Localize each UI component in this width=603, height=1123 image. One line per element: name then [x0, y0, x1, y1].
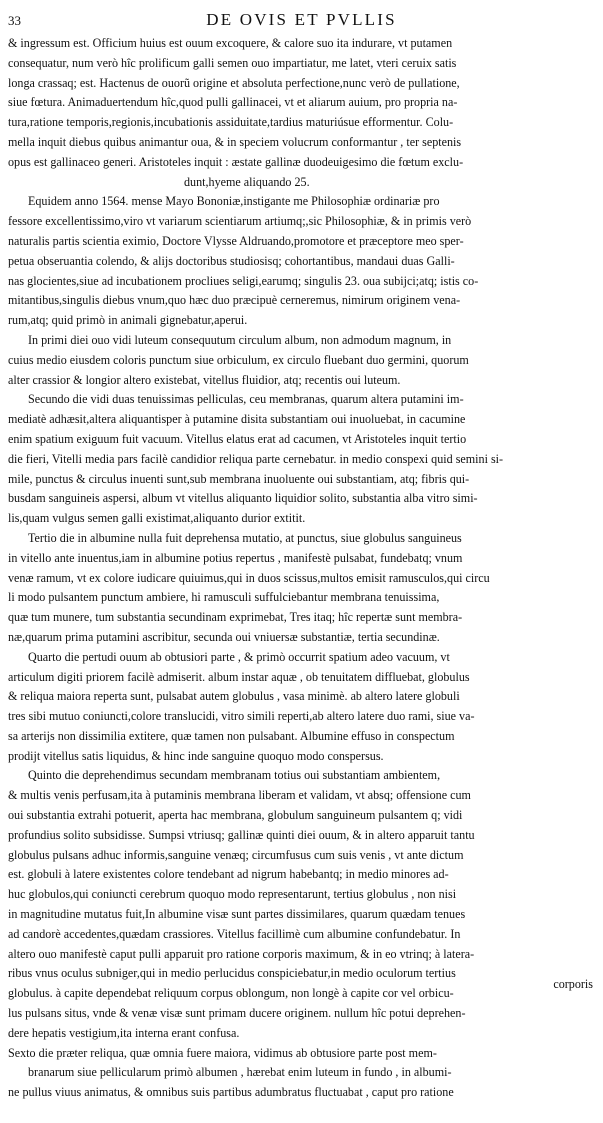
catchword: corporis	[553, 977, 593, 991]
paragraph-first-line: In primi diei ouo vidi luteum consequutum circulum album, non admodum magnum, in	[28, 332, 452, 347]
text-line: ribus vnus oculus subniger,qui in medio perlucidus conspiciebatur,in medio oculorum tertius	[8, 966, 456, 981]
text-line: quæ tum munere, tum substantia secundinam exprimebat, Tres itaq; hîc repertæ sunt membra-	[8, 610, 463, 625]
text-line: sa arterijs non dissimilia extitere, quæ tamen non pulsabant. Albumine effuso in conspectum	[8, 728, 455, 743]
text-line: tres sibi mutuo coniuncti,colore translucidi, vitro simili reperti,ab altero latere duo rami, siue va-	[8, 709, 475, 724]
text-line: & multis venis perfusam,ita à putaminis membrana liberam et validam, vt absq; offensione cum	[8, 788, 471, 803]
text-line: siue fœtura. Animaduertendum hîc,quod pulli gallinacei, vt et aliarum auium, pro propria na-	[8, 95, 458, 110]
text-line: profundius solito subsidisse. Sumpsi vtriusq; gallinæ quinti diei ouum, & in altero apparuit tantu	[8, 827, 475, 842]
text-line: næ,quarum prima putamini ascribitur, secunda oui vniuersæ substantiæ, tertia secundinæ.	[8, 629, 440, 644]
text-line: longa crassaq; est. Hactenus de ouorũ origine et absoluta perfectione,nunc verò de pullatione,	[8, 75, 460, 90]
text-line: opus est gallinaceo generi. Aristoteles inquit : æstate gallinæ duodeuigesimo die fœtum exclu-	[8, 154, 464, 169]
text-line: nas glocientes,siue ad incubationem procliues seligi,earumq; singulis 23. oua subijci;atq; istis co-	[8, 273, 479, 288]
paragraph-first-line: Secundo die vidi duas tenuissimas pelliculas, ceu membranas, quarum altera putamini im-	[28, 392, 464, 407]
text-line: dere hepatis vestigium,ita interna erant confusa.	[8, 1025, 240, 1040]
text-line: est. globuli à latere existentes colore tendebant ad nigrum habebantq; in medio minores ad-	[8, 867, 449, 882]
text-line: articulum digiti priorem facilè admiserit. album instar aquæ , ob tenuitatem diffluebat, globulus	[8, 669, 470, 684]
text-line: li modo pulsantem punctum ambiere, hi ramusculi suffulciebantur membrana tenuissima,	[8, 590, 440, 605]
paragraph-first-line: Tertio die in albumine nulla fuit deprehensa mutatio, at punctus, siue globulus sanguineus	[28, 530, 462, 545]
paragraph-first-line: Equidem anno 1564. mense Mayo Bononiæ,instigante me Philosophiæ ordinariæ pro	[28, 194, 440, 209]
text-line: oui substantia extrahi potuerit, aperta hac membrana, globulum sanguineum pulsantem q; vidi	[8, 808, 463, 823]
text-line: Sexto die præter reliqua, quæ omnia fuere maiora, vidimus ab obtusiore parte post mem-	[8, 1045, 437, 1060]
text-line: alter crassior & longior altero existebat, vitellus fluidior, atq; recentis oui luteum.	[8, 372, 401, 387]
text-line: busdam sanguineis aspersi, album vt vitellus aliquanto liquidior solito, substantia alba vitro simi-	[8, 491, 478, 506]
text-line: altero ouo manifestè caput pulli apparuit pro ratione corporis maximum, & in eo vtrinq; à latera-	[8, 946, 475, 961]
paragraph-first-line: branarum siue pellicularum primò albumen , hærebat enim luteum in fundo , in albumi-	[28, 1065, 452, 1080]
text-line: in vitello ante inuentus,iam in albumine potius repertus , manifestè pulsabat, fundebatq; vnum	[8, 550, 463, 565]
text-line: globulus. à capite dependebat reliquum corpus oblongum, non longè à capite cor vel orbicu-	[8, 986, 454, 1001]
text-line: prodijt vitellus satis liquidus, & hinc inde sanguine quoquo modo conspersus.	[8, 748, 384, 763]
text-line: in magnitudine mutatus fuit,In albumine visæ sunt partes dissimilares, quarum quædam tenues	[8, 907, 466, 922]
text-body	[8, 34, 596, 1123]
text-line: globulus pulsans adhuc informis,sanguine venæq; circumfusus cum suis venis , vt ante dictum	[8, 847, 464, 862]
page-number: 33	[8, 13, 21, 28]
text-line: huc globulos,qui coniuncti cerebrum quoquo modo representarunt, tertius globulus , non nisi	[8, 887, 457, 902]
text-line: naturalis partis scientia eximio, Doctore Vlysse Aldruando,promotore et præceptore meo sper-	[8, 233, 464, 248]
text-line: mediatè adhæsit,altera aliquantisper à putamine disita substantiam oui inuoluebat, in cacumine	[8, 412, 466, 427]
text-line: mitantibus,singulis diebus vnum,quo hæc duo præcipuè cerneremus, nimirum originem vena-	[8, 293, 461, 308]
text-line: tura,ratione temporis,regionis,incubationis assiduitate,tardius maturiúsue efformentur. Colu-	[8, 115, 454, 130]
running-head: DE OVIS ET PVLLIS	[206, 10, 397, 29]
text-line: mile, punctus & circulus inuenti sunt,sub membrana inuoluente oui substantiam, atq; fibris qui-	[8, 471, 470, 486]
text-line: & reliqua maiora reperta sunt, pulsabat autem globulus , vasa minimè. ab altero latere globuli	[8, 689, 460, 704]
text-line: lus pulsans situs, vnde & venæ visæ sunt primam ducere originem. nullum hîc potui deprehen-	[8, 1006, 466, 1021]
text-line: petua obseruantia colendo, & alijs doctoribus studiosisq; cohortantibus, mandaui duas Galli-	[8, 253, 455, 268]
text-line: die fieri, Vitelli media pars facilè candidior reliqua parte cernebatur. in medio conspexi quid semini si-	[8, 451, 504, 466]
text-line: consequatur, num verò hîc prolificum galli semen ouo impartiatur, me latet, vteri ceruix satis	[8, 55, 457, 70]
text-line: cuius medio eiusdem coloris punctum siue orbiculum, ex circulo fluebant duo germini, quorum	[8, 352, 469, 367]
text-line: ad candorè accedentes,quædam crassiores. Vitellus facillimè cum albumine confundebatur. In	[8, 926, 461, 941]
text-line: rum,atq; quid primò in animali gignebatur,aperui.	[8, 313, 248, 328]
text-line: venæ ramum, vt ex colore iudicare quiuimus,qui in duos scissus,multos emisit ramusculos,qui circu	[8, 570, 490, 585]
text-line: & ingressum est. Officium huius est ouum excoquere, & calore suo ita indurare, vt putamen	[8, 36, 453, 50]
text-line: fessore excellentissimo,viro vt variarum scientiarum artiumq;,sic Philosophiæ, & in primis verò	[8, 214, 472, 229]
text-line: mella inquit diebus quibus animantur oua, & in speciem volucrum conformantur , ter septenis	[8, 134, 462, 149]
text-line	[8, 1103, 596, 1123]
text-line: ne pullus viuus animatus, & omnibus suis partibus adumbratus fluctuabat , caput pro ratione	[8, 1085, 454, 1100]
text-line: lis,quam vulgus semen galli existimat,aliquanto durior extitit.	[8, 511, 306, 526]
paragraph-first-line: Quarto die pertudi ouum ab obtusiori parte , & primò occurrit spatium adeo vacuum, vt	[28, 649, 450, 664]
text-line: enim spatium exiguum fuit vacuum. Vitellus elatus erat ad cacumen, vt Aristoteles inquit tertio	[8, 431, 467, 446]
paragraph-first-line: Quinto die deprehendimus secundam membranam totius oui substantiam ambientem,	[28, 768, 441, 783]
text-line: dunt,hyeme aliquando 25.	[184, 174, 310, 189]
